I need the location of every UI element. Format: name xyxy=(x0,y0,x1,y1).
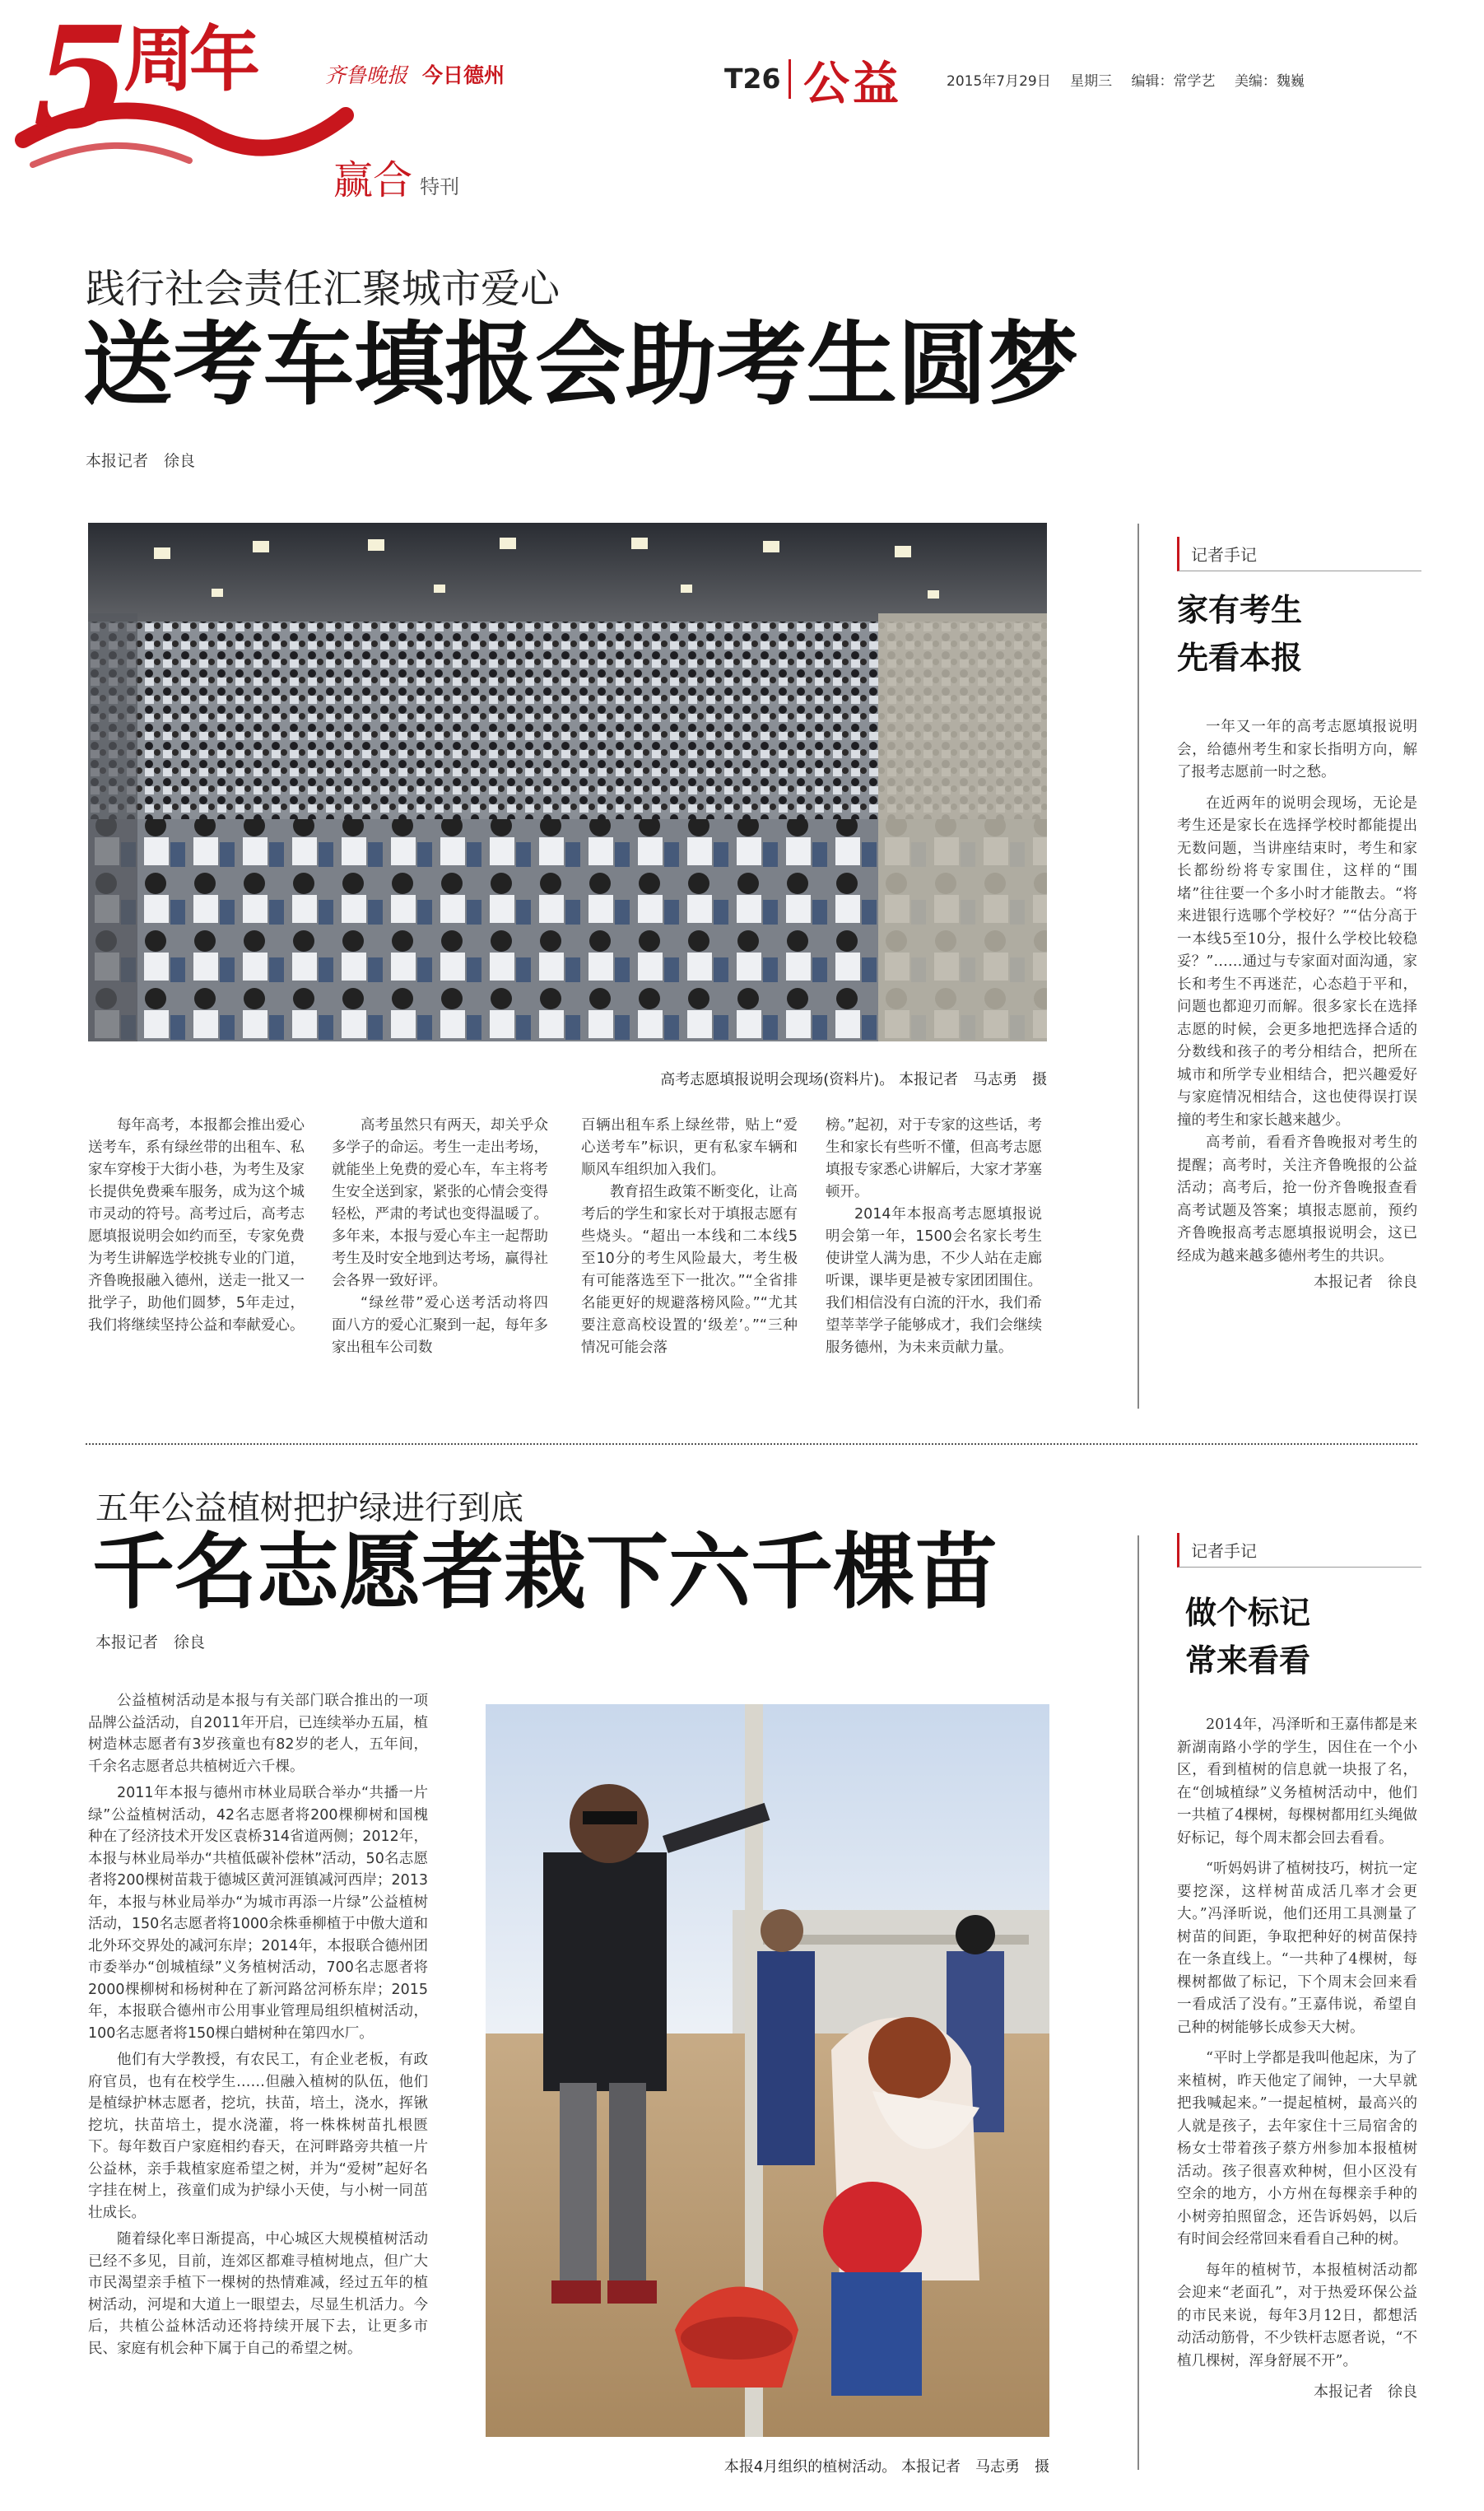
note1-p2: 在近两年的说明会现场，无论是考生还是家长在选择学校时都能提出无数问题，当讲座结束时，考生和家长都纷纷将专家围住，这样的“围堵”往往要一个多小时才能散去。“将来进银行选哪个学校好？”“估分高于一本线5至10分，报什么学校比较稳妥？”……通过与专家面对面沟通，家长和考生不再迷茫，心态趋于平和，问题也都迎刃而解。很多家长在选择志愿的时候，会更多地把选择合适的分数线和孩子的考分相结合，把所在城市和所学专业相结合，把兴趣爱好与家庭情况相结合，这也使得误打误撞的考生和家长越来越少。 xyxy=(1177,794,1417,1129)
issue-date: 2015年7月29日 xyxy=(947,73,1051,90)
section-separator xyxy=(86,1443,1417,1445)
issue-designer: 美编：魏巍 xyxy=(1234,73,1305,90)
note1-title-line2: 先看本报 xyxy=(1177,640,1303,676)
planting-photo xyxy=(486,1704,1049,2437)
seminar-photo xyxy=(88,523,1047,1041)
article2-p2: 2011年本报与德州市林业局联合举办“共播一片绿”公益植树活动，42名志愿者将200棵柳树和国槐种在了经济技术开发区袁桥314省道两侧；2012年，本报与林业局举办“共植低碳补偿林”活动，50名志愿者将200棵树苗栽于德城区黄河涯镇减河西岸；2013年，本报与林业局举办“为城市再添一片绿”公益植树活动，150名志愿者将1000余株垂柳植于中傲大道和北外环交界处的减河东岸；2014年，本报联合德州团市委举办“创城植绿”义务植树活动，700名志愿者将2000棵柳树和杨树种在了新河路岔河桥东岸；2015年，本报联合德州市公用事业管理局组织植树活动，100名志愿者将150棵白蜡树种在第四水厂。 xyxy=(88,1785,428,2042)
seminar-audience-image xyxy=(88,523,1047,1041)
section-name: 公益 xyxy=(803,58,902,111)
issue-info xyxy=(947,69,1305,90)
note2-body xyxy=(1177,1714,1417,2404)
issue-editor: 编辑：常学艺 xyxy=(1131,73,1216,90)
special-title: 赢合 xyxy=(333,157,413,203)
special-label: 特刊 xyxy=(420,175,460,198)
newspaper-name: 齐鲁晚报 xyxy=(325,63,408,87)
anniversary-logo xyxy=(8,0,354,206)
note2-p2: “听妈妈讲了植树技巧，树抗一定要挖深，这样树苗成活几率才会更大。”冯泽昕说，他们还用工具测量了树苗的间距，争取把种好的树苗保持在一条直线上。“一共种了4棵树，每棵树都做了标记，下个周末会回来看一看成活了没有。”王嘉伟说，希望自己种的树能够长成参天大树。 xyxy=(1177,1861,1417,2036)
article1-column-2 xyxy=(332,1115,548,1359)
article1-col1-p1: 每年高考，本报都会推出爱心送考车，系有绿丝带的出租车、私家车穿梭于大街小巷，为考生及家长提供免费乘车服务，成为这个城市灵动的符号。高考过后，高考志愿填报说明会如约而至，专家免费为考生讲解选学校挑专业的门道，齐鲁晚报融入德州，送走一批又一批学子，助他们圆梦，5年走过，我们将继续坚持公益和奉献爱心。 xyxy=(88,1117,305,1334)
article1-headline: 送考车填报会助考生圆梦 xyxy=(82,312,1078,417)
special-issue-title xyxy=(333,148,459,205)
article1-col3-p2: 教育招生政策不断变化，让高考后的学生和家长对于填报志愿有些烧头。“超出一本线和二本线5至10分的考生风险最大，考生极有可能落选至下一批次。”“全省排名能更好的规避落榜风险。”“尤其要注意高校设置的‘级差’。”“三种情况可能会落 xyxy=(581,1184,798,1356)
article2-p1: 公益植树活动是本报与有关部门联合推出的一项品牌公益活动，自2011年开启，已连续举办五届，植树造林志愿者有3岁孩童也有82岁的老人，五年间，千余名志愿者总共植树近六千棵。 xyxy=(88,1693,428,1775)
article2-headline: 千名志愿者栽下六千棵苗 xyxy=(92,1524,998,1620)
note2-title-line1: 做个标记 xyxy=(1185,1595,1311,1631)
newspaper-nameplate xyxy=(325,59,505,89)
note2-signature: 本报记者 徐良 xyxy=(1314,2383,1417,2401)
planting-photo-caption: 本报4月组织的植树活动。 本报记者 马志勇 摄 xyxy=(723,2458,1049,2476)
note1-p1: 一年又一年的高考志愿填报说明会，给德州考生和家长指明方向，解了报考志愿前一时之愁。 xyxy=(1177,719,1417,780)
note2-p1: 2014年，冯泽昕和王嘉伟都是来新湖南路小学的学生，因住在一个小区，看到植树的信息就一块报了名，在“创城植绿”义务植树活动中，他们一共植了4棵树，每棵树都用红头绳做好标记，每个周末都会回去看看。 xyxy=(1177,1717,1417,1847)
article1-byline: 本报记者 徐良 xyxy=(86,452,196,470)
article1-column-1 xyxy=(88,1115,305,1337)
note2-title-line2: 常来看看 xyxy=(1185,1642,1311,1679)
note2-divider xyxy=(1137,1535,1139,2470)
anniversary-text: 周年 xyxy=(123,18,255,101)
note2-p3: “平时上学都是我叫他起床，为了来植树，昨天他定了闹钟，一大早就把我喊起来。”一提起植树，最高兴的人就是孩子，去年家住十三局宿舍的杨女士带着孩子蔡方州参加本报植树活动。孩子很喜欢种树，但小区没有空余的地方，小方州在每棵亲手种的小树旁拍照留念，还告诉妈妈，以后有时间会经常回来看看自己种的树。 xyxy=(1177,2050,1417,2248)
article1-column-4 xyxy=(826,1115,1042,1359)
note1-title xyxy=(1177,586,1302,682)
article1-col4-p1: 榜。”起初，对于专家的这些话，考生和家长有些听不懂，但高考志愿填报专家悉心讲解后，大家才茅塞顿开。 xyxy=(826,1117,1042,1200)
seminar-photo-caption: 高考志愿填报说明会现场(资料片)。 本报记者 马志勇 摄 xyxy=(660,1071,1047,1088)
note2-tag: 记者手记 xyxy=(1177,1533,1421,1568)
page-number: T26 xyxy=(724,63,781,95)
article2-body xyxy=(88,1690,428,2360)
tree-planting-image xyxy=(486,1704,1049,2437)
note1-tag: 记者手记 xyxy=(1177,537,1421,571)
header-divider xyxy=(789,59,791,99)
note2-p4: 每年的植树节，本报植树活动都会迎来“老面孔”，对于热爱环保公益的市民来说，每年3月12日，都想活动活动筋骨，不少铁杆志愿者说，“不植几棵树，浑身舒展不开”。 xyxy=(1177,2262,1417,2369)
article1-kicker: 践行社会责任汇聚城市爱心 xyxy=(86,266,561,312)
article1-col3-p1: 百辆出租车系上绿丝带，贴上“爱心送考车”标识，更有私家车辆和顺风车组织加入我们。 xyxy=(581,1117,798,1178)
note1-body xyxy=(1177,716,1417,1294)
article2-kicker: 五年公益植树把护绿进行到底 xyxy=(95,1489,523,1527)
article1-col2-p1: 高考虽然只有两天，却关乎众多学子的命运。考生一走出考场，就能坐上免费的爱心车，车主将考生安全送到家，紧张的心情会变得轻松，严肃的考试也变得温暖了。多年来，本报与爱心车主一起帮助考生及时安全地到达考场，赢得社会各界一致好评。 xyxy=(332,1117,548,1289)
article1-col2-p2: “绿丝带”爱心送考活动将四面八方的爱心汇聚到一起，每年多家出租车公司数 xyxy=(332,1295,548,1356)
edition-name: 今日德州 xyxy=(421,63,505,87)
note1-signature: 本报记者 徐良 xyxy=(1314,1274,1417,1291)
article1-col4-p2: 2014年本报高考志愿填报说明会第一年，1500会名家长考生使讲堂人满为患，不少人站在走廊听课，课毕更是被专家团团围住。我们相信没有白流的汗水，我们希望莘莘学子能够成才，我们会继续服务德州，为未来贡献力量。 xyxy=(826,1206,1042,1356)
article2-p4: 随着绿化率日渐提高，中心城区大规模植树活动已经不多见，目前，连郊区都难寻植树地点，但广大市民渴望亲手植下一棵树的热情难减，经过五年的植树活动，河堤和大道上一眼望去，尽显生机活力。今后，共植公益林活动还将持续开展下去，让更多市民、家庭有机会种下属于自己的希望之树。 xyxy=(88,2231,428,2357)
note1-p3: 高考前，看看齐鲁晚报对考生的提醒；高考时，关注齐鲁晚报的公益活动；高考后，抢一份齐鲁晚报查看高考试题及答案；填报志愿前，预约齐鲁晚报高考志愿填报说明会，这已经成为越来越多德州考生的共识。 xyxy=(1177,1134,1417,1265)
issue-weekday: 星期三 xyxy=(1070,73,1113,90)
article2-byline: 本报记者 徐良 xyxy=(95,1633,206,1651)
note2-title xyxy=(1185,1589,1310,1684)
note1-title-line1: 家有考生 xyxy=(1177,592,1303,628)
anniversary-number: 5 xyxy=(33,0,131,161)
note1-divider xyxy=(1137,524,1139,1409)
article1-column-3 xyxy=(581,1115,798,1359)
article2-p3: 他们有大学教授，有农民工，有企业老板，有政府官员，也有在校学生……但融入植树的队伍，他们是植绿护林志愿者，挖坑，扶苗，培土，浇水，挥锹挖坑，扶苗培土，提水浇灌，将一株株树苗扎根匮下。每年数百户家庭相约春天，在河畔路旁共植一片公益林，亲手栽植家庭希望之树，并为“爱树”起好名字挂在树上，孩童们成为护绿小天使，与小树一同茁壮成长。 xyxy=(88,2052,428,2221)
